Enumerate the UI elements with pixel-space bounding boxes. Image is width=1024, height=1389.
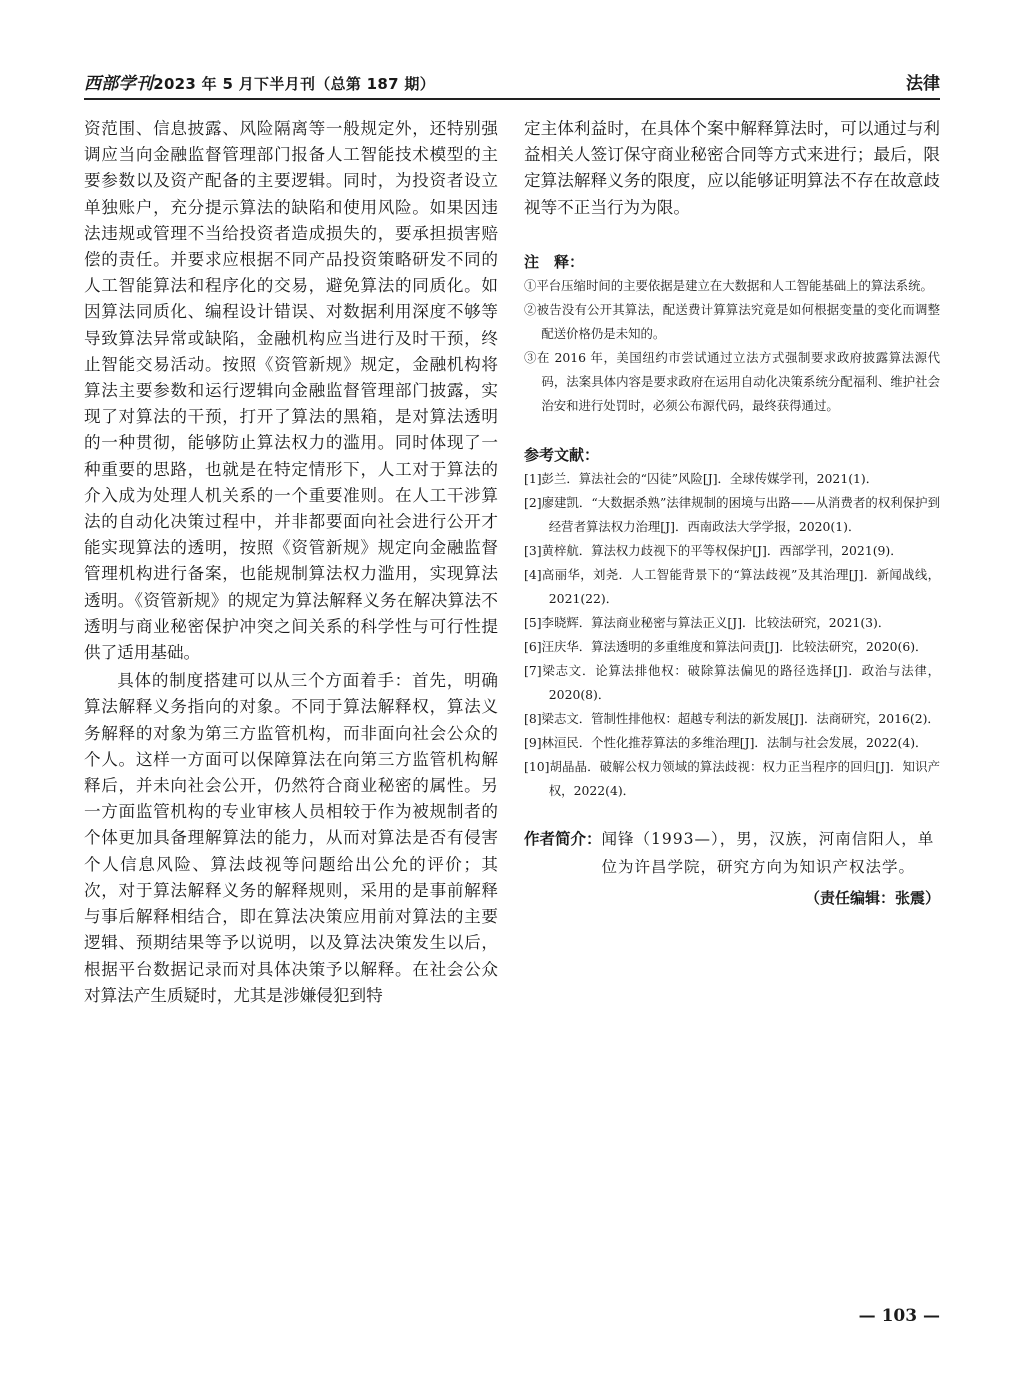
- right-column: [524, 116, 940, 908]
- journal-logo: 西部学刊: [84, 74, 154, 94]
- body-paragraph: 资范围、信息披露、风险隔离等一般规定外，还特别强调应当向金融监督管理部门报备人工智能技术模型的主要参数以及资产配备的主要逻辑。同时，为投资者设立单独账户，充分提示算法的缺陷和使用风险。如果因违法违规或管理不当给投资者造成损失的，要承担损害赔偿的责任。并要求应根据不同产品投资策略研发不同的人工智能算法和程序化的交易，避免算法的同质化。如因算法同质化、编程设计错误、对数据利用深度不够等导致算法异常或缺陷，金融机构应当进行及时干预，终止智能交易活动。按照《资管新规》规定，金融机构将算法主要参数和运行逻辑向金融监督管理部门披露，实现了对算法的干预，打开了算法的黑箱，是对算法透明的一种贯彻，能够防止算法权力的滥用。同时体现了一种重要的思路，也就是在特定情形下，人工对于算法的介入成为处理人机关系的一个重要准则。在人工干涉算法的自动化决策过程中，并非都要面向社会进行公开才能实现算法的透明，按照《资管新规》规定向金融监督管理机构进行备案，也能规制算法权力滥用，实现算法透明。《资管新规》的规定为算法解释义务在解决算法不透明与商业秘密保护冲突之间关系的科学性与可行性提供了适用基础。: [84, 119, 498, 663]
- references-title: 参考文献：: [524, 445, 600, 464]
- page-header: [84, 68, 940, 100]
- journal-header: [84, 69, 435, 98]
- note-item: ③在 2016 年，美国纽约市尝试通过立法方式强制要求政府披露算法源代码，法案具体内容是要求政府在运用自动化决策系统分配福利、维护社会治安和进行处罚时，必须公布源代码，最终获得通过。: [524, 349, 940, 413]
- reference-item: [4]高丽华，刘尧．人工智能背景下的“算法歧视”及其治理[J]．新闻战线，2021(22)．: [524, 566, 940, 606]
- reference-item: [5]李晓辉．算法商业秘密与算法正义[J]．比较法研究，2021(3)．: [524, 614, 891, 630]
- notes-title: 注 释：: [524, 252, 585, 271]
- note-item: ②被告没有公开其算法，配送费计算算法究竟是如何根据变量的变化而调整配送价格仍是未知的。: [524, 301, 940, 341]
- issue-info: 2023 年 5 月下半月刊（总第 187 期）: [153, 75, 436, 93]
- left-column: [84, 116, 498, 1009]
- body-paragraph: 具体的制度搭建可以从三个方面着手：首先，明确算法解释义务指向的对象。不同于算法解释权，算法义务解释的对象为第三方监管机构，而非面向社会公众的个人。这样一方面可以保障算法在向第三方监管机构解释后，并未向社会公开，仍然符合商业秘密的属性。另一方面监管机构的专业审核人员相较于作为被规制者的个体更加具备理解算法的能力，从而对算法是否有侵害个人信息风险、算法歧视等问题给出公允的评价；其次，对于算法解释义务的解释规则，采用的是事前解释与事后解释相结合，即在算法决策应用前对算法的主要逻辑、预期结果等予以说明，以及算法决策发生以后，根据平台数据记录而对具体决策予以解释。在社会公众对算法产生质疑时，尤其是涉嫌侵犯到特: [84, 671, 498, 1005]
- responsible-editor: （责任编辑：张震）: [804, 888, 940, 907]
- references-section: [524, 444, 940, 803]
- reference-item: [3]黄梓航．算法权力歧视下的平等权保护[J]．西部学刊，2021(9)．: [524, 542, 903, 558]
- notes-section: [524, 251, 940, 418]
- author-bio: [524, 825, 940, 881]
- note-item: ①平台压缩时间的主要依据是建立在大数据和人工智能基础上的算法系统。: [524, 277, 933, 293]
- reference-item: [8]梁志文．管制性排他权：超越专利法的新发展[J]．法商研究，2016(2)．: [524, 710, 940, 726]
- body-paragraph: 定主体利益时，在具体个案中解释算法时，可以通过与利益相关人签订保守商业秘密合同等方式来进行；最后，限定算法解释义务的限度，应以能够证明算法不存在故意歧视等不正当行为为限。: [524, 119, 940, 217]
- page-number: — 103 —: [858, 1306, 940, 1326]
- author-text: 闻锋（1993—），男，汉族，河南信阳人，单位为许昌学院，研究方向为知识产权法学。: [601, 829, 935, 876]
- reference-item: [10]胡晶晶．破解公权力领域的算法歧视：权力正当程序的回归[J]．知识产权，2022(4)．: [524, 758, 940, 798]
- reference-item: [2]廖建凯．“大数据杀熟”法律规制的困境与出路——从消费者的权利保护到经营者算法权力治理[J]．西南政法大学学报，2020(1)．: [524, 494, 940, 534]
- reference-item: [1]彭兰．算法社会的“囚徒”风险[J]．全球传媒学刊，2021(1)．: [524, 470, 879, 486]
- reference-item: [6]汪庆华．算法透明的多重维度和算法问责[J]．比较法研究，2020(6)．: [524, 638, 928, 654]
- reference-item: [7]梁志文．论算法排他权：破除算法偏见的路径选择[J]．政治与法律，2020(8)．: [524, 662, 940, 702]
- section-label: 法律: [906, 74, 940, 94]
- author-label: 作者简介：: [524, 829, 602, 848]
- reference-item: [9]林洹民．个性化推荐算法的多维治理[J]．法制与社会发展，2022(4)．: [524, 734, 928, 750]
